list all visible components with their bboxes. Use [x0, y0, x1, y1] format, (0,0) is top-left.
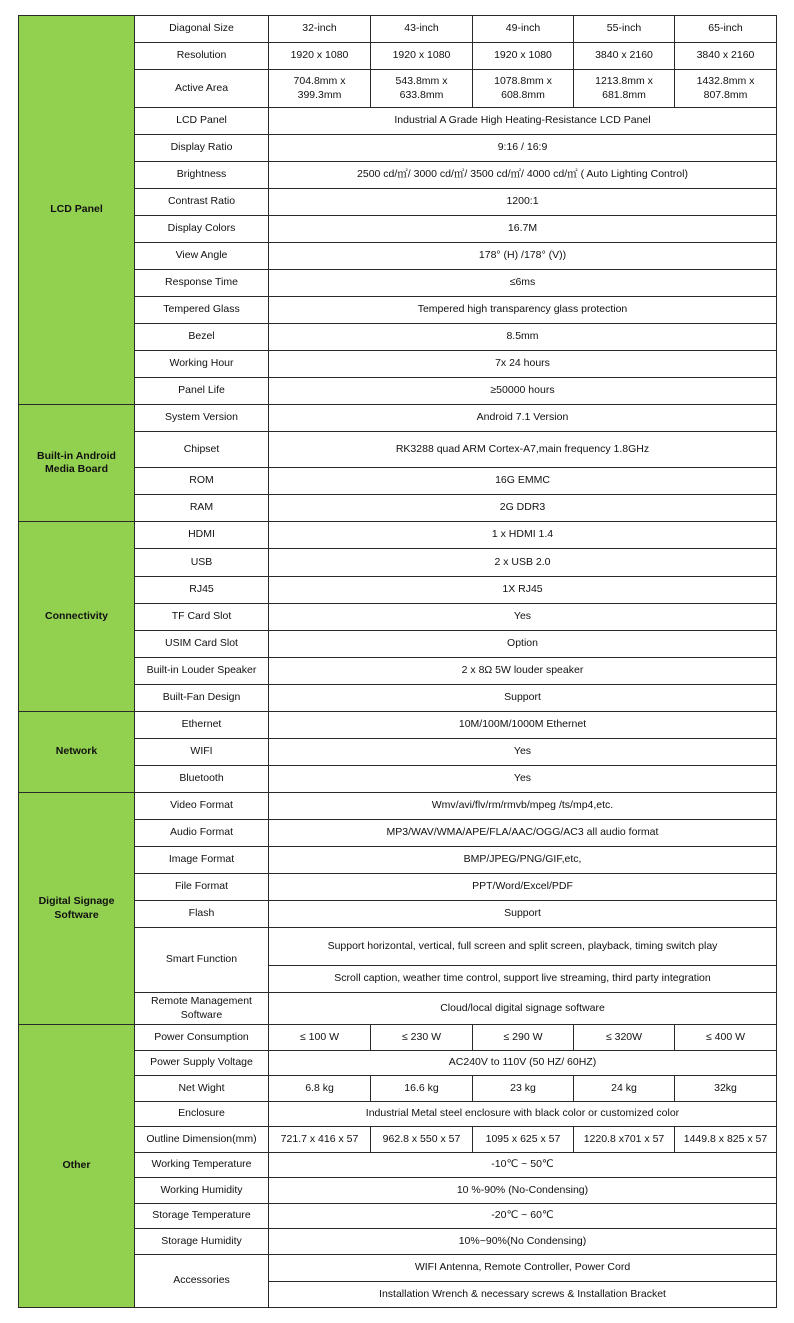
spec-value: 962.8 x 550 x 57 — [371, 1127, 473, 1153]
spec-value: 1200:1 — [269, 189, 777, 216]
spec-value: 704.8mm x 399.3mm — [269, 70, 371, 108]
spec-value: Support — [269, 685, 777, 712]
spec-value: 1220.8 x701 x 57 — [574, 1127, 675, 1153]
spec-value: BMP/JPEG/PNG/GIF,etc, — [269, 847, 777, 874]
spec-value: 1213.8mm x 681.8mm — [574, 70, 675, 108]
spec-value: PPT/Word/Excel/PDF — [269, 874, 777, 901]
spec-value: 1920 x 1080 — [269, 43, 371, 70]
spec-value: 1095 x 625 x 57 — [473, 1127, 574, 1153]
section-category: Connectivity — [19, 522, 135, 712]
section-category: LCD Panel — [19, 16, 135, 405]
spec-value: 10%~90%(No Condensing) — [269, 1229, 777, 1255]
spec-value: 1920 x 1080 — [473, 43, 574, 70]
spec-label: Audio Format — [135, 820, 269, 847]
spec-value: 3840 x 2160 — [675, 43, 777, 70]
spec-label: Display Colors — [135, 216, 269, 243]
spec-row — [19, 1025, 777, 1051]
spec-label: Built-in Louder Speaker — [135, 658, 269, 685]
spec-value: 7x 24 hours — [269, 351, 777, 378]
spec-label: Working Hour — [135, 351, 269, 378]
spec-value: 3840 x 2160 — [574, 43, 675, 70]
spec-value: 9:16 / 16:9 — [269, 135, 777, 162]
spec-value: RK3288 quad ARM Cortex-A7,main frequency 1.8GHz — [269, 432, 777, 468]
spec-value: Support horizontal, vertical, full screen and split screen, playback, timing switch play — [269, 928, 777, 966]
spec-label: Working Humidity — [135, 1178, 269, 1204]
spec-value: Installation Wrench & necessary screws & Installation Bracket — [269, 1282, 777, 1308]
spec-label: Response Time — [135, 270, 269, 297]
spec-value: Android 7.1 Version — [269, 405, 777, 432]
spec-label: Video Format — [135, 793, 269, 820]
spec-label: Display Ratio — [135, 135, 269, 162]
spec-value: 10M/100M/1000M Ethernet — [269, 712, 777, 739]
spec-label: Diagonal Size — [135, 16, 269, 43]
spec-value: 43-inch — [371, 16, 473, 43]
spec-value: ≥50000 hours — [269, 378, 777, 405]
spec-value: 1X RJ45 — [269, 577, 777, 604]
spec-value: Cloud/local digital signage software — [269, 993, 777, 1025]
spec-value: 16.7M — [269, 216, 777, 243]
spec-value: 2 x 8Ω 5W louder speaker — [269, 658, 777, 685]
spec-label: Image Format — [135, 847, 269, 874]
spec-value: -20℃ ~ 60℃ — [269, 1204, 777, 1229]
spec-label: Enclosure — [135, 1102, 269, 1127]
spec-value: 24 kg — [574, 1076, 675, 1102]
spec-value: 32-inch — [269, 16, 371, 43]
spec-value: 1432.8mm x 807.8mm — [675, 70, 777, 108]
spec-label: Resolution — [135, 43, 269, 70]
spec-label: USB — [135, 549, 269, 577]
spec-label: Bezel — [135, 324, 269, 351]
spec-value: 16G EMMC — [269, 468, 777, 495]
spec-value: 8.5mm — [269, 324, 777, 351]
spec-value: 2500 cd/㎡/ 3000 cd/㎡/ 3500 cd/㎡/ 4000 cd/㎡ ( Auto Lighting Control) — [269, 162, 777, 189]
spec-value: Option — [269, 631, 777, 658]
spec-label: HDMI — [135, 522, 269, 549]
section-category: Network — [19, 712, 135, 793]
spec-label: Accessories — [135, 1255, 269, 1308]
spec-value: 6.8 kg — [269, 1076, 371, 1102]
spec-value: Industrial Metal steel enclosure with black color or customized color — [269, 1102, 777, 1127]
spec-value: Industrial A Grade High Heating-Resistance LCD Panel — [269, 108, 777, 135]
spec-label: Outline Dimension(mm) — [135, 1127, 269, 1153]
spec-label: Brightness — [135, 162, 269, 189]
spec-value: 721.7 x 416 x 57 — [269, 1127, 371, 1153]
spec-label: LCD Panel — [135, 108, 269, 135]
spec-label: RJ45 — [135, 577, 269, 604]
spec-row — [19, 522, 777, 549]
spec-value: ≤ 320W — [574, 1025, 675, 1051]
spec-label: ROM — [135, 468, 269, 495]
section-category: Other — [19, 1025, 135, 1308]
spec-label: WIFI — [135, 739, 269, 766]
spec-value: 23 kg — [473, 1076, 574, 1102]
spec-label: Storage Temperature — [135, 1204, 269, 1229]
section-category: Built-in Android Media Board — [19, 405, 135, 522]
spec-value: Yes — [269, 739, 777, 766]
section-category: Digital Signage Software — [19, 793, 135, 1025]
spec-label: Working Temperature — [135, 1153, 269, 1178]
spec-value: 2 x USB 2.0 — [269, 549, 777, 577]
spec-value: 1078.8mm x 608.8mm — [473, 70, 574, 108]
spec-row — [19, 405, 777, 432]
spec-label: Power Supply Voltage — [135, 1051, 269, 1076]
spec-label: View Angle — [135, 243, 269, 270]
spec-label: Ethernet — [135, 712, 269, 739]
spec-label: System Version — [135, 405, 269, 432]
spec-label: Flash — [135, 901, 269, 928]
spec-value: Scroll caption, weather time control, support live streaming, third party integration — [269, 966, 777, 993]
spec-value: ≤ 400 W — [675, 1025, 777, 1051]
spec-label: RAM — [135, 495, 269, 522]
spec-label: Remote Management Software — [135, 993, 269, 1025]
spec-label: Chipset — [135, 432, 269, 468]
spec-label: TF Card Slot — [135, 604, 269, 631]
spec-value: Yes — [269, 604, 777, 631]
spec-label: USIM Card Slot — [135, 631, 269, 658]
spec-value: ≤6ms — [269, 270, 777, 297]
spec-value: WIFI Antenna, Remote Controller, Power Cord — [269, 1255, 777, 1282]
spec-value: Yes — [269, 766, 777, 793]
spec-value: 2G DDR3 — [269, 495, 777, 522]
spec-label: Power Consumption — [135, 1025, 269, 1051]
spec-value: Support — [269, 901, 777, 928]
spec-value: ≤ 100 W — [269, 1025, 371, 1051]
spec-value: Tempered high transparency glass protection — [269, 297, 777, 324]
spec-label: Bluetooth — [135, 766, 269, 793]
spec-value: MP3/WAV/WMA/APE/FLA/AAC/OGG/AC3 all audio format — [269, 820, 777, 847]
spec-label: Tempered Glass — [135, 297, 269, 324]
spec-value: 55-inch — [574, 16, 675, 43]
spec-label: Net Wight — [135, 1076, 269, 1102]
spec-label: File Format — [135, 874, 269, 901]
spec-label: Built-Fan Design — [135, 685, 269, 712]
specification-table — [18, 15, 777, 1308]
spec-value: AC240V to 110V (50 HZ/ 60HZ) — [269, 1051, 777, 1076]
spec-label: Panel Life — [135, 378, 269, 405]
spec-value: 178° (H) /178° (V)) — [269, 243, 777, 270]
spec-label: Contrast Ratio — [135, 189, 269, 216]
spec-value: 65-inch — [675, 16, 777, 43]
spec-label: Active Area — [135, 70, 269, 108]
spec-value: 10 %-90% (No-Condensing) — [269, 1178, 777, 1204]
spec-value: 49-inch — [473, 16, 574, 43]
spec-label: Smart Function — [135, 928, 269, 993]
spec-value: 1449.8 x 825 x 57 — [675, 1127, 777, 1153]
spec-row — [19, 16, 777, 43]
spec-value: -10℃ ~ 50℃ — [269, 1153, 777, 1178]
spec-value: ≤ 230 W — [371, 1025, 473, 1051]
spec-label: Storage Humidity — [135, 1229, 269, 1255]
spec-value: 1 x HDMI 1.4 — [269, 522, 777, 549]
spec-row — [19, 793, 777, 820]
spec-value: 543.8mm x 633.8mm — [371, 70, 473, 108]
spec-value: 32kg — [675, 1076, 777, 1102]
spec-value: 1920 x 1080 — [371, 43, 473, 70]
spec-value: Wmv/avi/flv/rm/rmvb/mpeg /ts/mp4,etc. — [269, 793, 777, 820]
spec-value: ≤ 290 W — [473, 1025, 574, 1051]
spec-row — [19, 712, 777, 739]
spec-value: 16.6 kg — [371, 1076, 473, 1102]
